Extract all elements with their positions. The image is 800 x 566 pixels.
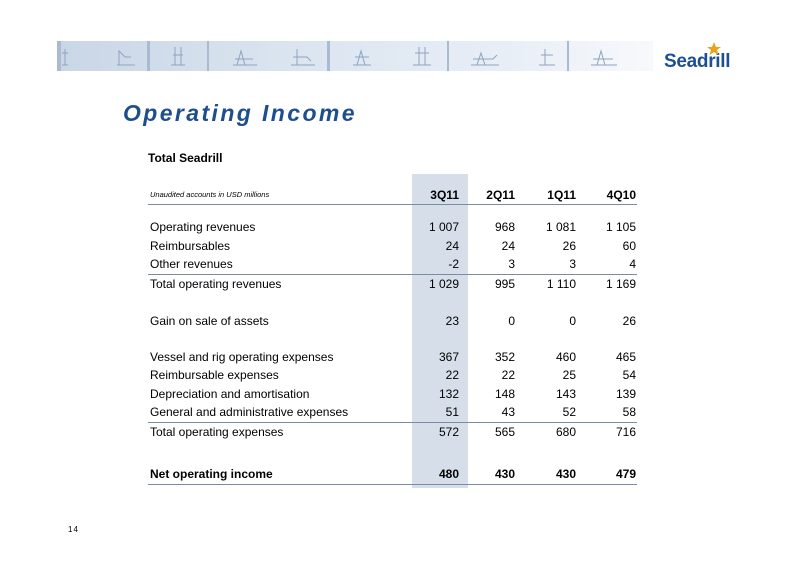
cell-value: 430 <box>494 467 515 481</box>
page-title: Operating Income <box>123 100 357 126</box>
cell-value: 460 <box>555 349 576 364</box>
table-header-row <box>148 186 637 205</box>
cell-value: 968 <box>494 220 515 234</box>
page-number: 14 <box>68 525 79 534</box>
cell-value: -2 <box>448 257 459 271</box>
cell-value: 465 <box>615 349 636 364</box>
cell-value: 132 <box>438 386 459 401</box>
table-row <box>148 403 637 422</box>
cell-value: 51 <box>445 405 459 419</box>
cell-value: 367 <box>438 349 459 364</box>
cell-value: 26 <box>562 238 576 253</box>
cell-value: 572 <box>438 424 459 439</box>
cell-value: 54 <box>622 368 636 382</box>
row-label: Net operating income <box>150 467 273 481</box>
cell-value: 480 <box>438 467 459 481</box>
row-label: Reimbursables <box>150 238 231 253</box>
column-header: 3Q11 <box>430 188 459 202</box>
row-label: Total operating expenses <box>150 424 284 439</box>
gain-on-sale-row <box>148 312 637 331</box>
table-row <box>148 385 637 404</box>
cell-value: 352 <box>494 349 515 364</box>
cell-value: 58 <box>622 405 636 419</box>
cell-value: 680 <box>555 424 576 439</box>
cell-value: 0 <box>569 314 576 328</box>
cell-value: 143 <box>555 386 576 401</box>
cell-value: 1 081 <box>545 220 576 234</box>
cell-value: 3 <box>569 257 576 271</box>
cell-value: 716 <box>615 424 636 439</box>
logo-text: Seadrill <box>664 51 731 72</box>
cell-value: 1 110 <box>546 276 576 291</box>
column-header: 1Q11 <box>547 188 576 202</box>
row-label: Operating revenues <box>150 220 256 234</box>
cell-value: 24 <box>501 238 515 253</box>
column-header: 2Q11 <box>486 188 515 202</box>
star-icon <box>706 42 722 56</box>
cell-value: 1 007 <box>428 220 459 234</box>
header-banner <box>57 41 653 71</box>
cell-value: 3 <box>508 257 515 271</box>
row-label: Other revenues <box>150 257 233 271</box>
cell-value: 148 <box>494 386 515 401</box>
cell-value: 26 <box>622 314 636 328</box>
cell-value: 139 <box>615 386 636 401</box>
cell-value: 23 <box>445 314 459 328</box>
row-label: Gain on sale of assets <box>150 314 269 328</box>
row-label: Total operating revenues <box>150 276 282 291</box>
cell-value: 479 <box>615 467 636 481</box>
cell-value: 43 <box>501 405 515 419</box>
cell-value: 1 105 <box>605 220 636 234</box>
row-label: Vessel and rig operating expenses <box>150 349 334 364</box>
section-subtitle: Total Seadrill <box>148 151 223 165</box>
table-row <box>148 366 637 385</box>
table-row <box>148 237 637 256</box>
cell-value: 25 <box>562 368 576 382</box>
cell-value: 1 169 <box>605 276 636 291</box>
cell-value: 24 <box>445 238 459 253</box>
cell-value: 0 <box>508 314 515 328</box>
cell-value: 52 <box>562 405 576 419</box>
cell-value: 565 <box>494 424 515 439</box>
cell-value: 4 <box>629 257 636 271</box>
column-header: 4Q10 <box>606 188 636 202</box>
table-row <box>148 348 637 367</box>
row-label: General and administrative expenses <box>150 405 349 419</box>
table-caption: Unaudited accounts in USD millions <box>150 190 270 199</box>
cell-value: 60 <box>622 238 636 253</box>
row-label: Depreciation and amortisation <box>150 386 310 401</box>
table-row <box>148 218 637 237</box>
rig-silhouettes-graphic <box>57 41 653 71</box>
cell-value: 22 <box>501 368 515 382</box>
cell-value: 1 029 <box>428 276 459 291</box>
cell-value: 22 <box>445 368 459 382</box>
row-label: Reimbursable expenses <box>150 368 279 382</box>
seadrill-logo <box>664 42 744 72</box>
cell-value: 430 <box>555 467 576 481</box>
cell-value: 995 <box>494 276 515 291</box>
net-operating-income-row <box>148 465 637 485</box>
total-expenses-row <box>148 422 637 442</box>
total-revenues-row <box>148 274 637 294</box>
operating-income-table <box>148 186 637 485</box>
table-row <box>148 255 637 274</box>
